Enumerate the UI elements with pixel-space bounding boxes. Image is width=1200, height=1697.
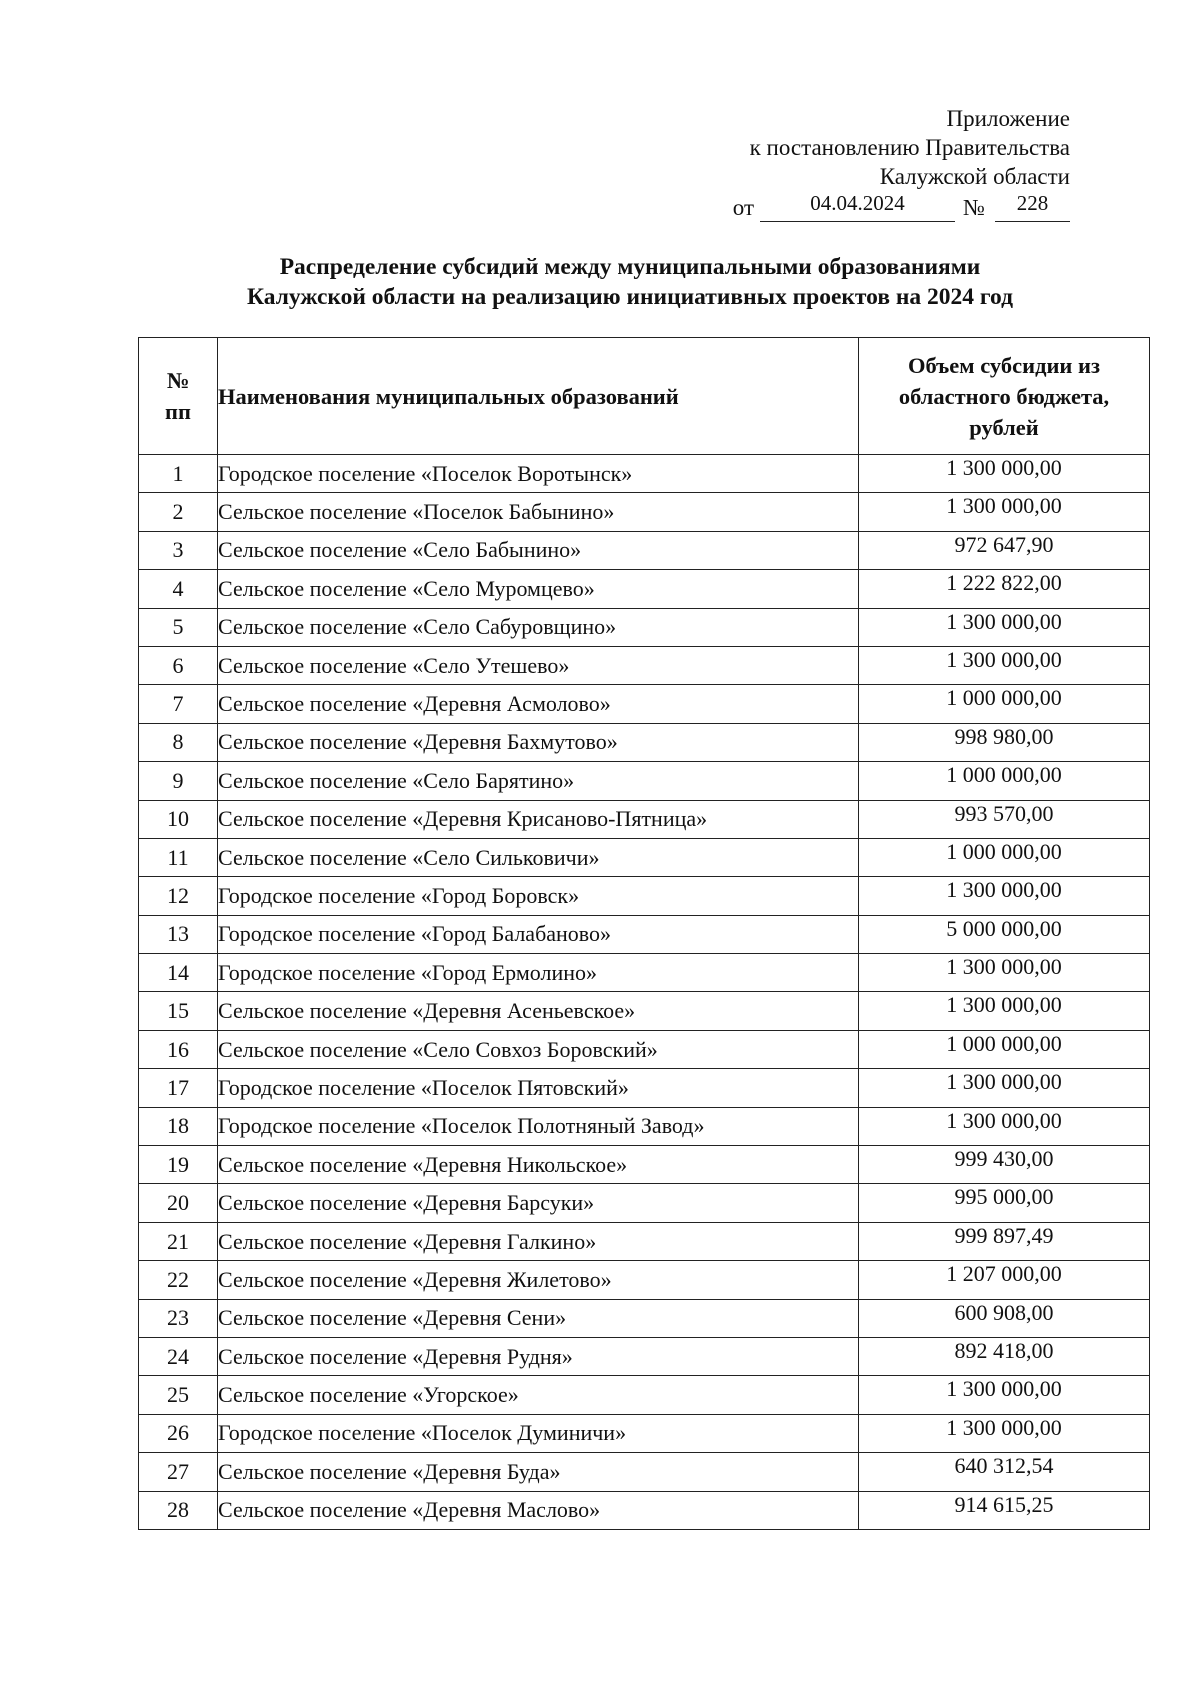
table-row bbox=[139, 570, 1150, 608]
municipality-name: Сельское поселение «Поселок Бабынино» bbox=[218, 493, 859, 531]
table-row bbox=[139, 646, 1150, 684]
table-row bbox=[139, 1069, 1150, 1107]
subsidy-amount: 1 300 000,00 bbox=[859, 877, 1150, 915]
table-row bbox=[139, 1146, 1150, 1184]
title-line-1: Распределение субсидий между муниципальными образованиями bbox=[279, 254, 981, 280]
order-number: 228 bbox=[995, 191, 1070, 222]
table-row bbox=[139, 877, 1150, 915]
municipality-name: Сельское поселение «Деревня Барсуки» bbox=[218, 1184, 859, 1222]
row-number: 11 bbox=[139, 838, 218, 876]
subsidy-amount: 1 000 000,00 bbox=[859, 762, 1150, 800]
header-amount-line1: Объем субсидии из bbox=[907, 352, 1101, 378]
row-number: 17 bbox=[139, 1069, 218, 1107]
subsidies-table bbox=[138, 337, 1150, 1530]
row-number: 28 bbox=[139, 1491, 218, 1529]
row-number: 15 bbox=[139, 992, 218, 1030]
municipality-name: Сельское поселение «Деревня Галкино» bbox=[218, 1222, 859, 1260]
municipality-name: Городское поселение «Поселок Воротынск» bbox=[218, 455, 859, 493]
table-row bbox=[139, 1107, 1150, 1145]
subsidy-amount: 1 300 000,00 bbox=[859, 1107, 1150, 1145]
table-row bbox=[139, 1376, 1150, 1414]
row-number: 19 bbox=[139, 1146, 218, 1184]
municipality-name: Сельское поселение «Деревня Рудня» bbox=[218, 1337, 859, 1375]
table-row bbox=[139, 608, 1150, 646]
table-row bbox=[139, 1030, 1150, 1068]
row-number: 1 bbox=[139, 455, 218, 493]
subsidy-amount: 1 300 000,00 bbox=[859, 1414, 1150, 1452]
table-row bbox=[139, 723, 1150, 761]
table-row bbox=[139, 685, 1150, 723]
header-num-sign: № bbox=[166, 368, 190, 393]
subsidy-amount: 640 312,54 bbox=[859, 1453, 1150, 1491]
order-date-number bbox=[733, 191, 1070, 222]
annex-resolution: к постановлению Правительства bbox=[749, 135, 1070, 160]
table-row bbox=[139, 800, 1150, 838]
table-row bbox=[139, 493, 1150, 531]
annex-header bbox=[733, 104, 1070, 222]
row-number: 9 bbox=[139, 762, 218, 800]
header-amount-line2: областного бюджета, bbox=[898, 383, 1110, 409]
table-body bbox=[139, 455, 1150, 1530]
subsidy-amount: 600 908,00 bbox=[859, 1299, 1150, 1337]
municipality-name: Городское поселение «Поселок Пятовский» bbox=[218, 1069, 859, 1107]
table-row bbox=[139, 1222, 1150, 1260]
row-number: 5 bbox=[139, 608, 218, 646]
subsidy-amount: 1 300 000,00 bbox=[859, 608, 1150, 646]
municipality-name: Сельское поселение «Село Муромцево» bbox=[218, 570, 859, 608]
header-num-pp: пп bbox=[165, 399, 191, 424]
subsidy-amount: 993 570,00 bbox=[859, 800, 1150, 838]
table-row bbox=[139, 762, 1150, 800]
subsidy-amount: 5 000 000,00 bbox=[859, 915, 1150, 953]
row-number: 23 bbox=[139, 1299, 218, 1337]
municipality-name: Сельское поселение «Село Совхоз Боровский» bbox=[218, 1030, 859, 1068]
subsidy-amount: 1 300 000,00 bbox=[859, 954, 1150, 992]
subsidy-amount: 1 300 000,00 bbox=[859, 1069, 1150, 1107]
row-number: 21 bbox=[139, 1222, 218, 1260]
table-row bbox=[139, 1453, 1150, 1491]
municipality-name: Сельское поселение «Село Барятино» bbox=[218, 762, 859, 800]
table-row bbox=[139, 531, 1150, 569]
row-number: 18 bbox=[139, 1107, 218, 1145]
subsidy-amount: 972 647,90 bbox=[859, 531, 1150, 569]
header-name: Наименования муниципальных образований bbox=[218, 338, 859, 455]
table-row bbox=[139, 1184, 1150, 1222]
title-line-2: Калужской области на реализацию инициативных проектов на 2024 год bbox=[247, 284, 1013, 310]
municipality-name: Сельское поселение «Деревня Асеньевское» bbox=[218, 992, 859, 1030]
municipality-name: Городское поселение «Поселок Полотняный Завод» bbox=[218, 1107, 859, 1145]
table-row bbox=[139, 1414, 1150, 1452]
table-row bbox=[139, 838, 1150, 876]
row-number: 16 bbox=[139, 1030, 218, 1068]
subsidy-amount: 995 000,00 bbox=[859, 1184, 1150, 1222]
annex-label: Приложение bbox=[946, 106, 1070, 131]
subsidy-amount: 1 000 000,00 bbox=[859, 1030, 1150, 1068]
municipality-name: Сельское поселение «Село Бабынино» bbox=[218, 531, 859, 569]
row-number: 3 bbox=[139, 531, 218, 569]
subsidy-amount: 1 000 000,00 bbox=[859, 838, 1150, 876]
municipality-name: Городское поселение «Город Ермолино» bbox=[218, 954, 859, 992]
municipality-name: Сельское поселение «Село Утешево» bbox=[218, 646, 859, 684]
subsidy-amount: 1 300 000,00 bbox=[859, 1376, 1150, 1414]
table-row bbox=[139, 1299, 1150, 1337]
row-number: 13 bbox=[139, 915, 218, 953]
table-row bbox=[139, 1491, 1150, 1529]
table-row bbox=[139, 1261, 1150, 1299]
table-row bbox=[139, 915, 1150, 953]
date-prefix: от bbox=[732, 195, 755, 220]
table-row bbox=[139, 954, 1150, 992]
subsidy-amount: 892 418,00 bbox=[859, 1337, 1150, 1375]
municipality-name: Сельское поселение «Деревня Крисаново-Пятница» bbox=[218, 800, 859, 838]
row-number: 26 bbox=[139, 1414, 218, 1452]
municipality-name: Сельское поселение «Деревня Никольское» bbox=[218, 1146, 859, 1184]
header-amount-line3: рублей bbox=[969, 414, 1039, 440]
row-number: 2 bbox=[139, 493, 218, 531]
row-number: 12 bbox=[139, 877, 218, 915]
municipality-name: Сельское поселение «Деревня Маслово» bbox=[218, 1491, 859, 1529]
table-header-row bbox=[139, 338, 1150, 455]
subsidy-amount: 1 222 822,00 bbox=[859, 570, 1150, 608]
subsidy-amount: 1 300 000,00 bbox=[859, 493, 1150, 531]
municipality-name: Сельское поселение «Угорское» bbox=[218, 1376, 859, 1414]
subsidy-amount: 1 000 000,00 bbox=[859, 685, 1150, 723]
header-num bbox=[139, 338, 218, 455]
municipality-name: Сельское поселение «Село Сабуровщино» bbox=[218, 608, 859, 646]
municipality-name: Городское поселение «Город Балабаново» bbox=[218, 915, 859, 953]
municipality-name: Городское поселение «Город Боровск» bbox=[218, 877, 859, 915]
header-amount bbox=[859, 338, 1150, 455]
row-number: 20 bbox=[139, 1184, 218, 1222]
subsidy-amount: 914 615,25 bbox=[859, 1491, 1150, 1529]
subsidy-amount: 1 300 000,00 bbox=[859, 646, 1150, 684]
row-number: 14 bbox=[139, 954, 218, 992]
row-number: 8 bbox=[139, 723, 218, 761]
row-number: 6 bbox=[139, 646, 218, 684]
row-number: 4 bbox=[139, 570, 218, 608]
municipality-name: Сельское поселение «Деревня Бахмутово» bbox=[218, 723, 859, 761]
subsidy-amount: 999 897,49 bbox=[859, 1222, 1150, 1260]
table-row bbox=[139, 1337, 1150, 1375]
row-number: 10 bbox=[139, 800, 218, 838]
number-sign: № bbox=[963, 195, 985, 220]
subsidy-amount: 1 300 000,00 bbox=[859, 455, 1150, 493]
subsidy-amount: 1 207 000,00 bbox=[859, 1261, 1150, 1299]
municipality-name: Сельское поселение «Деревня Жилетово» bbox=[218, 1261, 859, 1299]
municipality-name: Сельское поселение «Деревня Сени» bbox=[218, 1299, 859, 1337]
order-date: 04.04.2024 bbox=[760, 191, 955, 222]
row-number: 7 bbox=[139, 685, 218, 723]
table-row bbox=[139, 992, 1150, 1030]
row-number: 22 bbox=[139, 1261, 218, 1299]
municipality-name: Городское поселение «Поселок Думиничи» bbox=[218, 1414, 859, 1452]
municipality-name: Сельское поселение «Деревня Буда» bbox=[218, 1453, 859, 1491]
row-number: 24 bbox=[139, 1337, 218, 1375]
municipality-name: Сельское поселение «Село Сильковичи» bbox=[218, 838, 859, 876]
subsidy-amount: 999 430,00 bbox=[859, 1146, 1150, 1184]
subsidy-amount: 998 980,00 bbox=[859, 723, 1150, 761]
row-number: 25 bbox=[139, 1376, 218, 1414]
document-title bbox=[130, 252, 1130, 312]
table-row bbox=[139, 455, 1150, 493]
municipality-name: Сельское поселение «Деревня Асмолово» bbox=[218, 685, 859, 723]
annex-region: Калужской области bbox=[879, 164, 1070, 189]
subsidy-amount: 1 300 000,00 bbox=[859, 992, 1150, 1030]
row-number: 27 bbox=[139, 1453, 218, 1491]
